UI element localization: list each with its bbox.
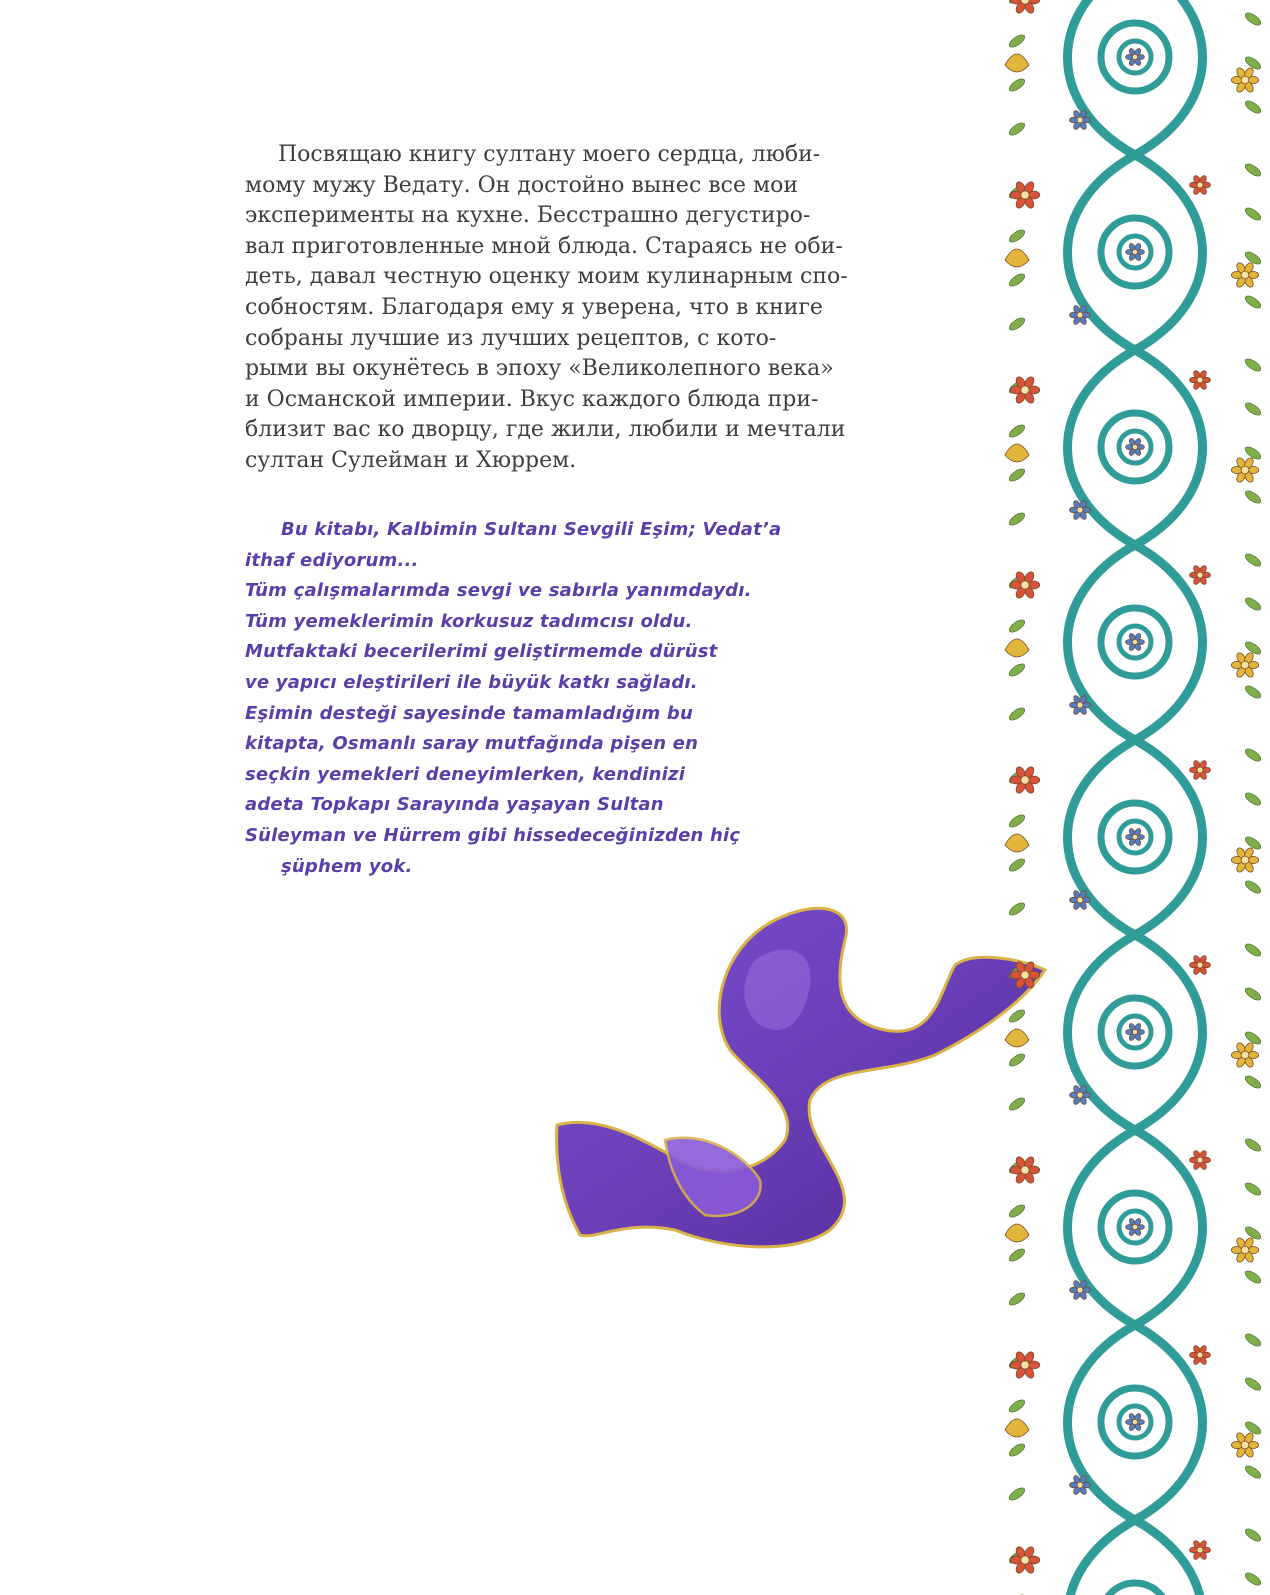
flower-red-center bbox=[1197, 1352, 1203, 1358]
leaf bbox=[1243, 1527, 1262, 1544]
floral-border-ornament bbox=[985, 0, 1270, 1595]
ru-line: собраны лучшие из лучших рецептов, с кото- bbox=[245, 325, 777, 351]
flower-yellow-center bbox=[1241, 856, 1249, 864]
ru-line: собностям. Благодаря ему я уверена, что в книге bbox=[245, 294, 823, 320]
flower-yellow-center bbox=[1241, 76, 1249, 84]
leaf bbox=[1007, 1052, 1026, 1069]
leaf bbox=[1243, 401, 1262, 418]
leaf bbox=[1007, 618, 1026, 635]
leaf bbox=[1243, 747, 1262, 764]
flower-red-center bbox=[1197, 767, 1203, 773]
tr-line: Mutfaktaki becerilerimi geliştirmemde dürüst bbox=[245, 641, 718, 663]
ru-line: Посвящаю книгу султану моего сердца, люби- bbox=[278, 142, 821, 167]
leaf bbox=[1007, 1203, 1026, 1220]
flower-blue-center bbox=[1132, 1029, 1137, 1034]
leaf bbox=[1007, 467, 1026, 484]
leaf bbox=[1243, 986, 1262, 1003]
flower-blue-center bbox=[1132, 444, 1137, 449]
flower-red-center bbox=[1197, 1547, 1203, 1553]
tulip-bud bbox=[1005, 249, 1029, 267]
flower-blue-center bbox=[1132, 1419, 1137, 1424]
leaf bbox=[1243, 1332, 1262, 1349]
leaf bbox=[1007, 1291, 1026, 1308]
leaf bbox=[1243, 99, 1262, 116]
vine-ring bbox=[1101, 1583, 1169, 1595]
leaf bbox=[1007, 121, 1026, 138]
leaf bbox=[1007, 228, 1026, 245]
leaf bbox=[1007, 77, 1026, 94]
flower-red-center bbox=[1197, 377, 1203, 383]
flower-red-center bbox=[1021, 386, 1029, 394]
scarf-illustration bbox=[555, 900, 1055, 1300]
ru-line: мому мужу Ведату. Он достойно вынес все мои bbox=[245, 172, 799, 198]
ru-line: вал приготовленные мной блюда. Стараясь не оби- bbox=[245, 233, 843, 259]
flower-blue-center bbox=[1077, 897, 1083, 903]
ru-line: султан Сулейман и Хюррем. bbox=[245, 447, 577, 473]
leaf bbox=[1243, 1376, 1262, 1393]
ru-line: рыми вы окунётесь в эпоху «Великолепного века» bbox=[245, 356, 834, 382]
leaf bbox=[1243, 206, 1262, 223]
dedication-turkish bbox=[245, 515, 782, 882]
ru-line: эксперименты на кухне. Бесстрашно дегустиро- bbox=[245, 203, 811, 229]
flower-red-center bbox=[1021, 1556, 1029, 1564]
leaf bbox=[1007, 1398, 1026, 1415]
flower-yellow-center bbox=[1241, 1441, 1249, 1449]
ornament-tiles bbox=[1005, 0, 1263, 1595]
tr-line: şüphem yok. bbox=[281, 855, 413, 877]
tr-line: Tüm çalışmalarımda sevgi ve sabırla yanımdaydı. bbox=[245, 580, 752, 602]
flower-red-center bbox=[1197, 572, 1203, 578]
leaf bbox=[1243, 596, 1262, 613]
leaf bbox=[1243, 357, 1262, 374]
ru-line: близит вас ко дворцу, где жили, любили и мечтали bbox=[245, 417, 846, 443]
tr-line: ve yapıcı eleştirileri ile büyük katkı sağladı. bbox=[245, 671, 698, 693]
leaf bbox=[1243, 942, 1262, 959]
tulip-bud bbox=[1005, 1029, 1029, 1047]
tr-line: Bu kitabı, Kalbimin Sultanı Sevgili Eşim; Vedat’a bbox=[281, 519, 782, 540]
leaf bbox=[1243, 294, 1262, 311]
flower-red-center bbox=[1021, 776, 1029, 784]
leaf bbox=[1243, 489, 1262, 506]
leaf bbox=[1007, 901, 1026, 918]
leaf bbox=[1007, 33, 1026, 50]
tulip-bud bbox=[1005, 54, 1029, 72]
flower-blue-center bbox=[1077, 702, 1083, 708]
flower-red-center bbox=[1021, 971, 1029, 979]
flower-red-center bbox=[1021, 581, 1029, 589]
leaf bbox=[1243, 1181, 1262, 1198]
leaf bbox=[1243, 1464, 1262, 1481]
leaf bbox=[1243, 1269, 1262, 1286]
leaf bbox=[1243, 11, 1262, 28]
tr-line: kitapta, Osmanlı saray mutfağında pişen en bbox=[245, 733, 699, 755]
flower-blue-center bbox=[1077, 117, 1083, 123]
flower-blue-center bbox=[1132, 639, 1137, 644]
tr-line: seçkin yemekleri deneyimlerken, kendinizi bbox=[245, 763, 686, 785]
leaf bbox=[1007, 1247, 1026, 1264]
leaf bbox=[1007, 813, 1026, 830]
leaf bbox=[1243, 1137, 1262, 1154]
ru-line: и Османской империи. Вкус каждого блюда при- bbox=[245, 386, 819, 412]
tulip-bud bbox=[1005, 834, 1029, 852]
flower-red-center bbox=[1197, 1157, 1203, 1163]
leaf bbox=[1243, 684, 1262, 701]
flower-blue-center bbox=[1132, 249, 1137, 254]
tulip-bud bbox=[1005, 1419, 1029, 1437]
flower-red-center bbox=[1197, 182, 1203, 188]
leaf bbox=[1007, 1442, 1026, 1459]
leaf bbox=[1243, 791, 1262, 808]
flower-blue-center bbox=[1077, 312, 1083, 318]
flower-red-center bbox=[1021, 1166, 1029, 1174]
leaf bbox=[1007, 423, 1026, 440]
leaf bbox=[1007, 1486, 1026, 1503]
flower-blue-center bbox=[1132, 54, 1137, 59]
flower-red-center bbox=[1021, 191, 1029, 199]
flower-red-center bbox=[1021, 1361, 1029, 1369]
tulip-bud bbox=[1005, 1224, 1029, 1242]
flower-yellow-center bbox=[1241, 1246, 1249, 1254]
tr-line: Tüm yemeklerimin korkusuz tadımcısı oldu. bbox=[245, 610, 693, 632]
flower-blue-center bbox=[1132, 1224, 1137, 1229]
tulip-bud bbox=[1005, 639, 1029, 657]
flower-blue-center bbox=[1077, 507, 1083, 513]
leaf bbox=[1243, 879, 1262, 896]
flower-yellow-center bbox=[1241, 1051, 1249, 1059]
leaf bbox=[1243, 162, 1262, 179]
flower-blue-center bbox=[1077, 1092, 1083, 1098]
leaf bbox=[1007, 662, 1026, 679]
tr-line: Eşimin desteği sayesinde tamamladığım bu bbox=[245, 702, 693, 724]
leaf bbox=[1243, 1074, 1262, 1091]
tr-line: ithaf ediyorum... bbox=[245, 549, 419, 571]
ru-line: деть, давал честную оценку моим кулинарным спо- bbox=[245, 264, 848, 290]
flower-yellow-center bbox=[1241, 661, 1249, 669]
leaf bbox=[1007, 316, 1026, 333]
tulip-bud bbox=[1005, 444, 1029, 462]
dedication-russian bbox=[245, 140, 848, 477]
leaf bbox=[1007, 511, 1026, 528]
flower-blue-center bbox=[1077, 1287, 1083, 1293]
leaf bbox=[1243, 1571, 1262, 1588]
flower-blue-center bbox=[1132, 834, 1137, 839]
leaf bbox=[1007, 272, 1026, 289]
flower-red-center bbox=[1197, 962, 1203, 968]
leaf bbox=[1007, 1008, 1026, 1025]
flower-yellow-center bbox=[1241, 271, 1249, 279]
leaf bbox=[1007, 1096, 1026, 1113]
leaf bbox=[1007, 706, 1026, 723]
flower-blue-center bbox=[1077, 1482, 1083, 1488]
tr-line: adeta Topkapı Sarayında yaşayan Sultan bbox=[245, 794, 664, 816]
leaf bbox=[1243, 552, 1262, 569]
leaf bbox=[1007, 857, 1026, 874]
flower-yellow-center bbox=[1241, 466, 1249, 474]
tr-line: Süleyman ve Hürrem gibi hissedeceğinizden hiç bbox=[245, 824, 741, 846]
